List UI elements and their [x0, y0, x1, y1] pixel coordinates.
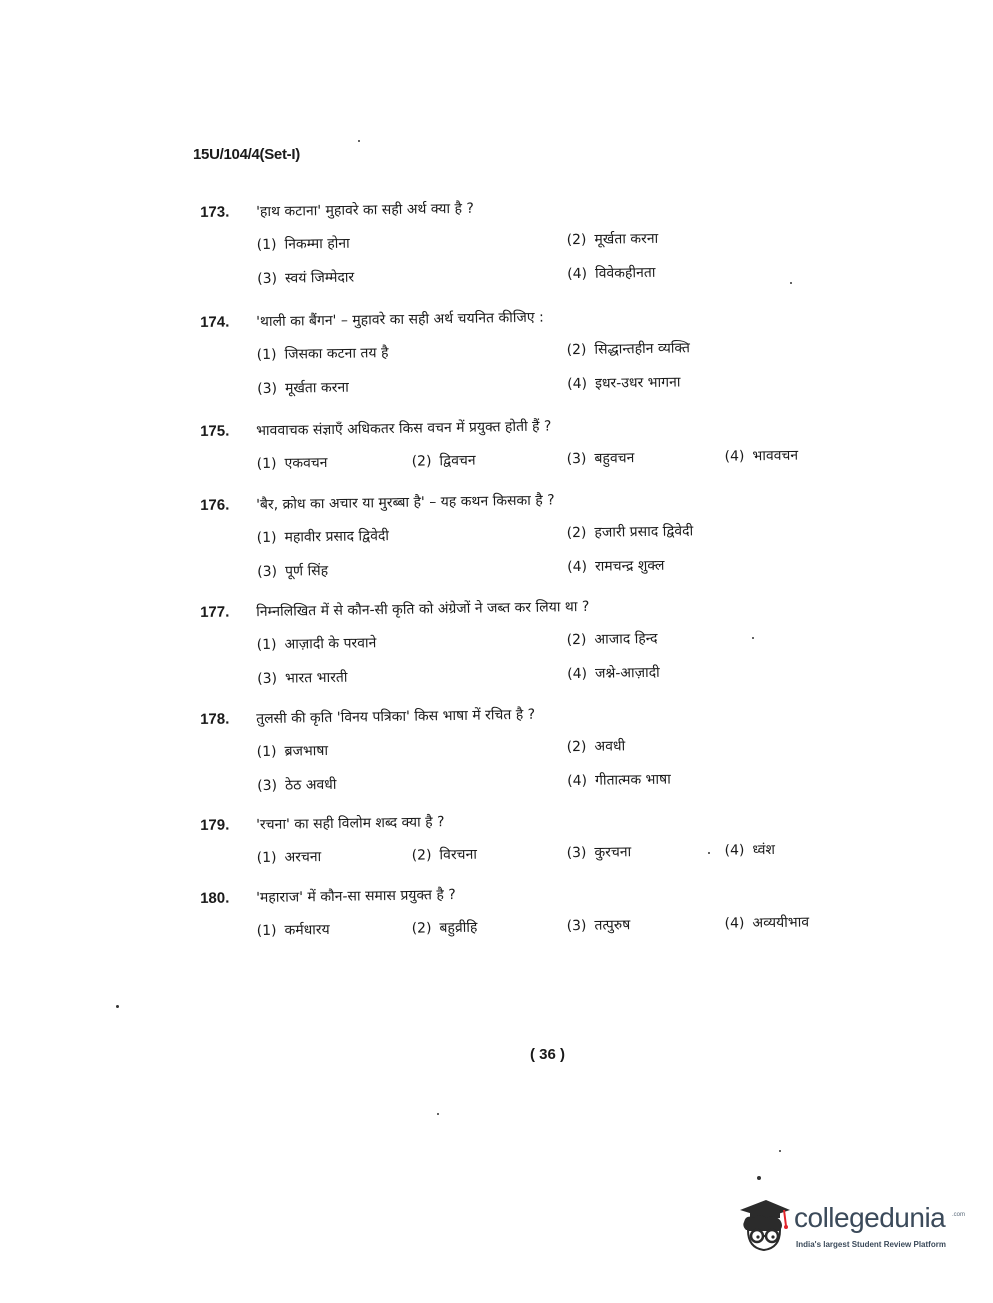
option-number: (2) — [566, 341, 587, 359]
option-text: आजाद हिन्द — [594, 630, 658, 648]
option-text: जिसका कटना तय है — [284, 345, 389, 363]
option-number: (3) — [257, 670, 278, 688]
option-2 — [411, 843, 566, 865]
paper-code: 15U/104/4(Set-I) — [193, 146, 300, 163]
option-text: भाववचन — [752, 447, 799, 465]
option-4 — [567, 553, 867, 578]
option-number: (2) — [566, 231, 587, 249]
option-2 — [566, 519, 866, 544]
option-text: ठेठ अवधी — [284, 776, 337, 794]
options — [257, 733, 862, 796]
question-175 — [200, 412, 861, 475]
question-number: 176. — [200, 496, 230, 514]
option-text: जश्ने-आज़ादी — [594, 664, 660, 682]
option-number: (1) — [256, 346, 277, 364]
scan-speck — [358, 140, 360, 142]
logo-wordmark: collegedunia — [794, 1202, 946, 1233]
scan-speck — [116, 1005, 119, 1008]
question-text: 'बैर, क्रोध का अचार या मुरब्बा है' – यह कथन किसका है ? — [256, 492, 555, 514]
question-177 — [200, 593, 861, 690]
option-1 — [257, 452, 412, 474]
question-number: 180. — [200, 889, 230, 907]
question-number: 177. — [200, 603, 230, 621]
option-number: (1) — [256, 636, 277, 654]
option-text: विरचना — [439, 846, 478, 864]
option-text: स्वयं जिम्मेदार — [284, 269, 355, 287]
option-3 — [257, 557, 567, 582]
scan-speck — [790, 282, 792, 284]
option-number: (4) — [567, 375, 588, 393]
option-number: (1) — [256, 849, 277, 867]
option-1 — [257, 230, 567, 255]
question-178 — [200, 700, 861, 797]
option-number: (4) — [724, 842, 745, 859]
question-text: 'थाली का बैंगन' – मुहावरे का सही अर्थ चयनित कीजिए : — [256, 309, 544, 331]
option-text: एकवचन — [284, 455, 328, 472]
options — [257, 839, 861, 868]
question-text: भाववाचक संज्ञाएँ अधिकतर किस वचन में प्रयुक्त होती हैं ? — [256, 418, 552, 440]
options — [257, 336, 862, 399]
option-text: मूर्खता करना — [284, 379, 349, 397]
question-179 — [200, 806, 861, 869]
options — [257, 519, 862, 582]
option-text: गीतात्मक भाषा — [594, 771, 671, 789]
option-number: (2) — [411, 847, 432, 864]
option-2 — [411, 916, 566, 938]
option-3 — [257, 664, 567, 689]
question-number: 175. — [200, 422, 230, 440]
question-number: 173. — [200, 203, 230, 221]
option-text: बहुवचन — [594, 450, 635, 467]
option-text: भारत भारती — [284, 669, 348, 687]
option-text: महावीर प्रसाद द्विवेदी — [284, 528, 390, 546]
option-2 — [411, 449, 566, 471]
option-number: (1) — [256, 236, 277, 254]
option-1 — [257, 846, 412, 868]
option-text: सिद्धान्तहीन व्यक्ति — [594, 340, 691, 358]
option-number: (4) — [567, 265, 588, 283]
option-text: कर्मधारय — [284, 921, 330, 939]
logo-suffix: .com — [952, 1212, 966, 1218]
question-174 — [200, 303, 861, 400]
question-text: 'रचना' का सही विलोम शब्द क्या है ? — [256, 814, 445, 834]
option-number: (4) — [724, 915, 745, 932]
option-3 — [257, 264, 567, 289]
option-1 — [257, 523, 567, 548]
scan-speck — [437, 1113, 439, 1115]
option-number: (4) — [724, 448, 745, 465]
option-number: (1) — [256, 743, 277, 761]
option-text: विवेकहीनता — [594, 264, 656, 282]
option-text: ध्वंश — [752, 841, 776, 859]
option-text: अव्ययीभाव — [752, 914, 810, 932]
option-3 — [566, 447, 724, 469]
option-text: मूर्खता करना — [594, 230, 659, 248]
option-text: निकम्मा होना — [284, 235, 350, 253]
option-1 — [257, 737, 567, 762]
option-number: (3) — [257, 777, 278, 795]
option-number: (2) — [411, 920, 432, 937]
option-number: (2) — [411, 453, 432, 470]
option-4 — [724, 839, 864, 861]
option-4 — [567, 660, 867, 685]
option-number: (2) — [566, 524, 587, 542]
option-2 — [566, 733, 866, 758]
option-text: अवधी — [594, 738, 626, 755]
option-number: (4) — [567, 665, 588, 683]
option-4 — [567, 370, 867, 395]
option-text: इधर-उधर भागना — [594, 374, 681, 392]
option-number: (3) — [566, 917, 587, 935]
option-number: (1) — [256, 455, 277, 473]
option-text: पूर्ण सिंह — [284, 562, 329, 580]
scan-speck — [708, 852, 710, 854]
option-text: अरचना — [284, 849, 322, 866]
question-text: निम्नलिखित में से कौन-सी कृति को अंग्रेजों ने जब्त कर लिया था ? — [256, 598, 590, 621]
option-1 — [257, 919, 412, 941]
option-4 — [567, 260, 867, 285]
option-text: रामचन्द्र शुक्ल — [594, 557, 665, 575]
option-number: (1) — [256, 529, 277, 547]
option-4 — [724, 912, 864, 934]
option-number: (2) — [566, 631, 587, 649]
logo-tagline: India's largest Student Review Platform — [796, 1240, 946, 1249]
question-number: 179. — [200, 816, 230, 834]
question-text: 'हाथ कटाना' मुहावरे का सही अर्थ क्या है ? — [256, 200, 474, 221]
option-1 — [257, 630, 567, 655]
question-180 — [200, 879, 861, 942]
option-text: तत्पुरुष — [594, 917, 631, 934]
page-number: ( 36 ) — [530, 1046, 566, 1063]
option-2 — [566, 626, 866, 651]
option-3 — [257, 771, 567, 796]
options — [257, 912, 861, 941]
option-4 — [724, 445, 864, 467]
student-mascot-icon — [736, 1196, 792, 1258]
question-number: 174. — [200, 313, 230, 331]
option-number: (3) — [566, 450, 587, 468]
option-3 — [566, 841, 724, 863]
option-1 — [257, 340, 567, 365]
options — [257, 445, 861, 474]
question-number: 178. — [200, 710, 230, 728]
option-number: (3) — [257, 563, 278, 581]
option-2 — [566, 226, 866, 251]
option-text: आज़ादी के परवाने — [284, 635, 377, 653]
option-text: बहुव्रीहि — [439, 919, 478, 937]
option-number: (4) — [567, 558, 588, 576]
question-173 — [200, 193, 861, 290]
option-number: (1) — [256, 922, 277, 940]
option-2 — [566, 336, 866, 361]
option-number: (3) — [566, 844, 587, 862]
collegedunia-logo[interactable] — [736, 1196, 966, 1264]
option-text: हजारी प्रसाद द्विवेदी — [594, 523, 694, 541]
question-176 — [200, 486, 861, 583]
option-number: (3) — [257, 270, 278, 288]
option-number: (2) — [566, 738, 587, 756]
option-4 — [567, 767, 867, 792]
options — [257, 226, 862, 289]
scan-speck — [757, 1176, 761, 1180]
option-3 — [566, 914, 724, 936]
option-text: द्विवचन — [439, 452, 476, 470]
option-text: ब्रजभाषा — [284, 742, 329, 760]
question-text: तुलसी की कृति 'विनय पत्रिका' किस भाषा में रचित है ? — [256, 706, 536, 728]
option-text: कुरचना — [594, 844, 632, 861]
options — [257, 626, 862, 689]
question-text: 'महाराज' में कौन-सा समास प्रयुक्त है ? — [256, 886, 456, 907]
scan-speck — [752, 637, 754, 639]
option-number: (3) — [257, 380, 278, 398]
option-number: (4) — [567, 772, 588, 790]
scan-speck — [779, 1150, 781, 1152]
option-3 — [257, 374, 567, 399]
